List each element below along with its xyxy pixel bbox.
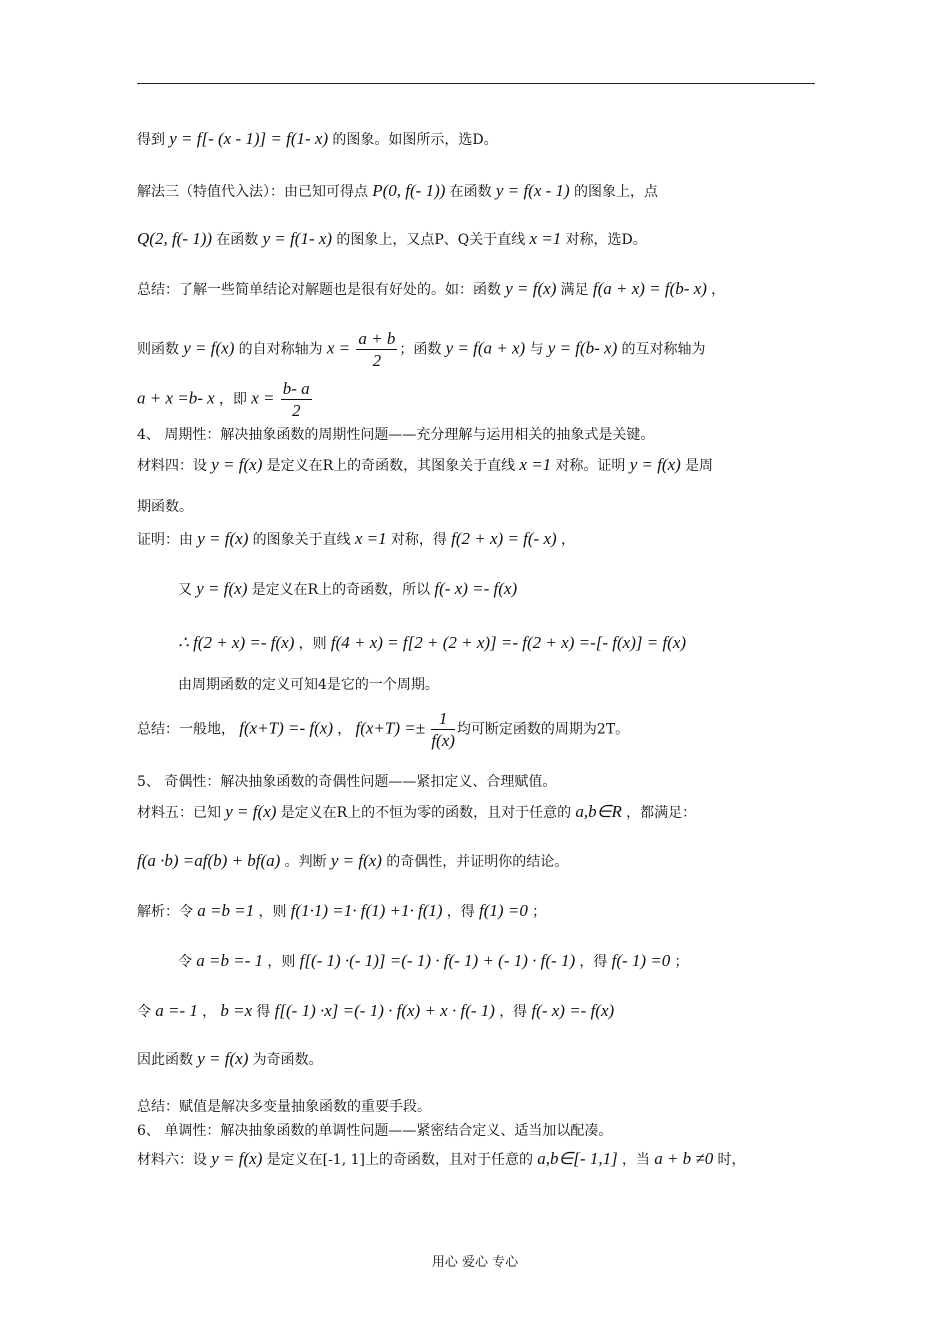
math-expression: a + b ≠0: [649, 1149, 718, 1168]
math-expression: y = f(x): [625, 455, 686, 474]
text-segment: 又: [178, 582, 192, 598]
text-segment: 是周: [685, 458, 714, 474]
text-segment: 是定义在[-1, 1]上的奇函数，且对于任意的: [266, 1152, 533, 1168]
text-segment: ；函数: [399, 341, 442, 358]
text-segment: ，则: [267, 954, 296, 970]
text-segment: 的图象上，点: [573, 184, 658, 200]
text-segment: 4、 周期性：解决抽象函数的周期性问题——充分理解与运用相关的抽象式是关键。: [137, 427, 655, 443]
math-expression: y = f(b- x): [543, 338, 622, 358]
fraction-numerator: a + b: [358, 329, 396, 348]
math-expression: f(x+T) =- f(x): [235, 718, 338, 738]
math-expression: y = f(x): [193, 1049, 253, 1068]
text-segment: ；: [532, 904, 547, 920]
text-segment: ，则: [258, 904, 287, 920]
fraction-numerator: 1: [431, 710, 455, 730]
text-line: [137, 1050, 323, 1067]
text-segment: 均可断定函数的周期为2T。: [456, 721, 630, 738]
math-expression: f(x+T) =±: [351, 718, 430, 738]
text-line: [178, 952, 689, 969]
text-line: [137, 500, 193, 514]
math-expression: y = f(x): [207, 1149, 267, 1168]
text-segment: 时，: [717, 1152, 746, 1168]
math-expression: a,b∈R: [571, 802, 627, 821]
text-segment: ，即: [218, 391, 247, 408]
fraction-denominator: f(x): [431, 731, 455, 750]
math-expression: b =x: [216, 1001, 257, 1020]
math-expression: x =1: [525, 229, 566, 248]
math-expression: y = f(x): [192, 579, 252, 598]
text-segment: 由周期函数的定义可知4是它的一个周期。: [178, 677, 439, 693]
math-expression: f(4 + x) = f[2 + (2 + x)] =- f(2 + x) =-[- f(x)] = f(x): [326, 633, 687, 652]
fraction-denominator: 2: [291, 401, 301, 420]
text-segment: 在函数: [216, 232, 259, 248]
text-segment: 的自对称轴为: [238, 341, 323, 358]
text-segment: 6、 单调性：解决抽象函数的单调性问题——紧密结合定义、适当加以配凑。: [137, 1123, 613, 1139]
text-line: [137, 1150, 746, 1167]
text-segment: 的图象上，又点P、Q关于直线: [336, 232, 526, 248]
text-line: [137, 1002, 614, 1019]
text-segment: 对称。证明: [555, 458, 626, 474]
math-expression: y = f(x): [207, 455, 267, 474]
text-segment: ，得: [499, 1004, 528, 1020]
text-segment: 。判断: [284, 854, 327, 870]
text-segment: ，: [711, 282, 726, 298]
text-line: [137, 280, 725, 297]
math-expression: y = f(x - 1): [491, 181, 574, 200]
text-segment: 解析：令: [137, 904, 193, 920]
text-segment: 满足: [560, 282, 589, 298]
text-segment: ，: [560, 532, 575, 548]
text-segment: 与: [529, 341, 544, 358]
math-expression: y = f(x): [179, 338, 239, 358]
text-segment: ，得: [446, 904, 475, 920]
section-heading: [137, 428, 654, 442]
math-expression: ∴ f(2 + x) =- f(x): [178, 633, 299, 652]
header-rule: [137, 83, 815, 84]
text-segment: 为奇函数。: [252, 1052, 323, 1068]
text-segment: 令: [178, 954, 192, 970]
text-segment: 得到: [137, 132, 165, 148]
text-line: [137, 380, 314, 419]
text-line: [178, 580, 517, 597]
text-segment: 是定义在R上的不恒为零的函数，且对于任意的: [280, 805, 572, 821]
text-segment: ，得: [579, 954, 608, 970]
math-expression: P(0, f(- 1)): [368, 181, 450, 200]
text-line: [137, 230, 647, 247]
math-expression: y = f(1- x): [258, 229, 337, 248]
math-expression: y = f(x): [193, 529, 253, 548]
text-segment: 令: [137, 1004, 151, 1020]
math-expression: f[(- 1) ·(- 1)] =(- 1) · f(- 1) + (- 1) · f(- 1): [295, 951, 580, 970]
math-fraction: [356, 330, 397, 369]
text-segment: 是定义在R上的奇函数，其图象关于直线: [266, 458, 516, 474]
math-expression: a + x =b- x: [137, 388, 219, 408]
text-line: [137, 710, 629, 749]
math-expression: x =: [322, 338, 355, 358]
text-line: [137, 902, 546, 919]
math-expression: y = f(x): [221, 802, 281, 821]
math-expression: a =b =1: [193, 901, 259, 920]
math-expression: f(a + x) = f(b- x): [588, 279, 712, 298]
text-line: [137, 130, 498, 147]
text-segment: ，当: [621, 1152, 650, 1168]
text-line: [137, 852, 568, 869]
text-line: [137, 456, 713, 473]
text-line: [137, 530, 575, 547]
text-segment: 材料六：设: [137, 1152, 207, 1168]
text-segment: 总结：一般地，: [137, 721, 235, 738]
text-segment: 的图象关于直线: [252, 532, 351, 548]
text-segment: 总结：赋值是解决多变量抽象函数的重要手段。: [137, 1099, 431, 1115]
text-line: [137, 182, 658, 199]
text-segment: 是定义在R上的奇函数，所以: [251, 582, 431, 598]
math-expression: Q(2, f(- 1)): [137, 229, 217, 248]
text-segment: ，则: [298, 636, 327, 652]
math-expression: f(- 1) =0: [607, 951, 675, 970]
math-expression: y = f[- (x - 1)] = f(1- x): [165, 129, 333, 148]
math-expression: f(2 + x) = f(- x): [446, 529, 561, 548]
math-expression: f(- x) =- f(x): [430, 579, 518, 598]
math-expression: y = f(a + x): [441, 338, 530, 358]
text-segment: 期函数。: [137, 499, 193, 515]
text-segment: 材料五：已知: [137, 805, 221, 821]
math-expression: a,b∈[- 1,1]: [532, 1149, 622, 1168]
text-segment: 对称，得: [390, 532, 447, 548]
text-segment: 对称，选D。: [565, 232, 647, 248]
text-segment: 的奇偶性，并证明你的结论。: [386, 854, 569, 870]
text-line: [137, 330, 706, 369]
text-line: [137, 1100, 431, 1114]
text-segment: 的图象。如图所示，选D。: [332, 132, 498, 148]
text-segment: 因此函数: [137, 1052, 193, 1068]
page-footer: 用心 爱心 专心: [431, 1255, 519, 1270]
math-expression: y = f(x): [501, 279, 561, 298]
math-expression: f(1) =0: [474, 901, 533, 920]
text-segment: ；: [674, 954, 689, 970]
text-segment: ，: [337, 721, 352, 738]
math-fraction: [281, 380, 312, 419]
text-segment: 材料四：设: [137, 458, 207, 474]
text-segment: 解法三（特值代入法）：由已知可得点: [137, 184, 368, 200]
text-segment: ，: [202, 1004, 217, 1020]
math-fraction: [431, 710, 455, 749]
text-line: [178, 678, 439, 692]
section-heading: [137, 775, 556, 789]
text-segment: ，都满足：: [626, 805, 697, 821]
section-heading: [137, 1124, 612, 1138]
math-expression: x =: [246, 388, 279, 408]
math-expression: a =- 1: [151, 1001, 203, 1020]
text-segment: 5、 奇偶性：解决抽象函数的奇偶性问题——紧扣定义、合理赋值。: [137, 774, 557, 790]
fraction-numerator: b- a: [282, 379, 310, 398]
math-expression: x =1: [350, 529, 391, 548]
math-expression: f(a ·b) =af(b) + bf(a): [137, 851, 285, 870]
text-segment: 的互对称轴为: [621, 341, 706, 358]
math-expression: f[(- 1) ·x] =(- 1) · f(x) + x · f(- 1): [270, 1001, 500, 1020]
text-segment: 则函数: [137, 341, 179, 358]
math-expression: f(1·1) =1· f(1) +1· f(1): [286, 901, 447, 920]
text-segment: 在函数: [449, 184, 492, 200]
text-line: [178, 634, 686, 651]
math-expression: y = f(x): [326, 851, 387, 870]
text-segment: 得: [256, 1004, 271, 1020]
fraction-denominator: 2: [372, 351, 382, 370]
text-segment: 证明：由: [137, 532, 193, 548]
text-line: [137, 803, 696, 820]
math-expression: f(- x) =- f(x): [527, 1001, 615, 1020]
math-expression: x =1: [515, 455, 556, 474]
text-segment: 总结：了解一些简单结论对解题也是很有好处的。如：函数: [137, 282, 501, 298]
math-expression: a =b =- 1: [192, 951, 268, 970]
